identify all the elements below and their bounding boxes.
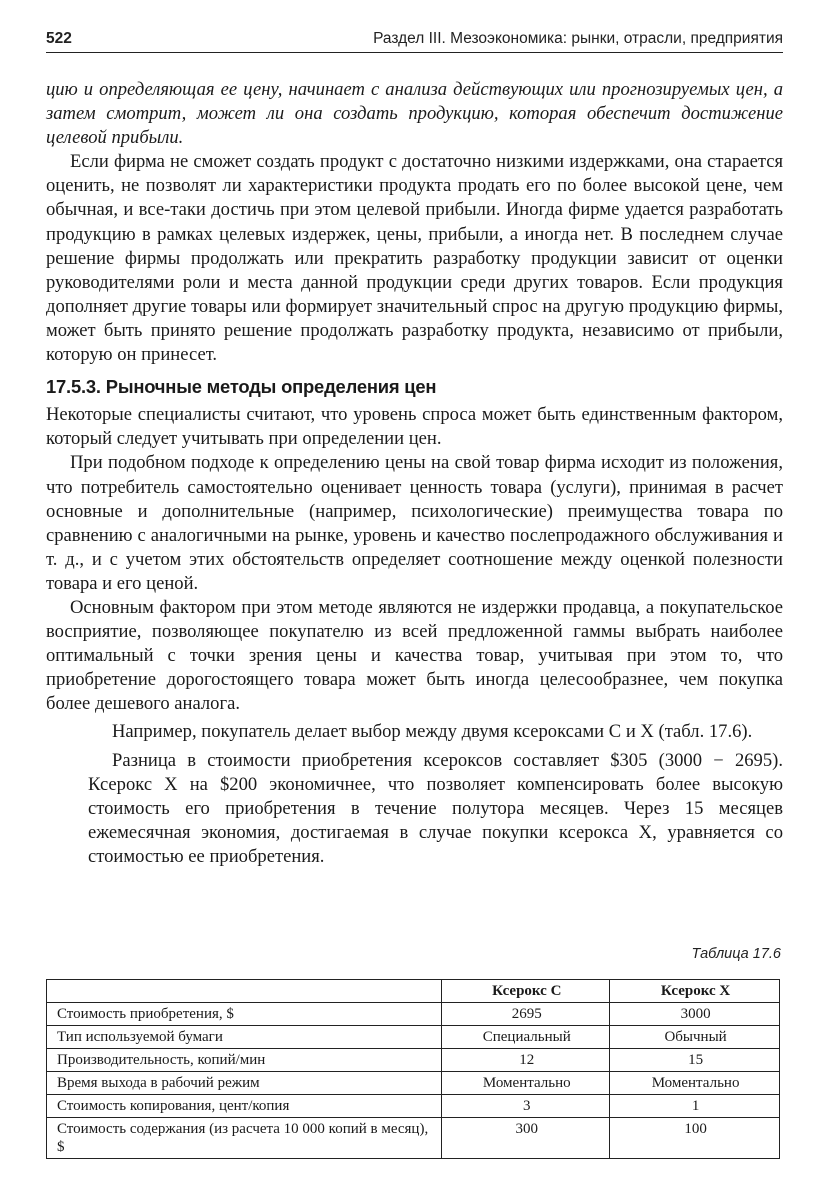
cell-value: 300	[442, 1118, 610, 1159]
row-label: Стоимость приобретения, $	[47, 1003, 442, 1026]
page-body	[46, 78, 783, 869]
row-label: Производительность, копий/мин	[47, 1049, 442, 1072]
row-label: Стоимость копирования, цент/копия	[47, 1095, 442, 1118]
cell-value: 3	[442, 1095, 610, 1118]
page-number: 522	[46, 30, 72, 47]
row-label: Стоимость содержания (из расчета 10 000 копий в месяц), $	[47, 1118, 442, 1159]
header-cell	[47, 980, 442, 1003]
paragraph: Основным фактором при этом методе являются не издержки продавца, а покупательское восприятие, позволяющее покупателю из всей предложенной гаммы выбрать наиболее оптимальный с точки зрения цены и качества товар, учитывая при этом то, что приобретение дорогостоящего товара может быть иногда целесообразнее, чем покупка более дешевого аналога.	[46, 596, 783, 715]
paragraph: Если фирма не сможет создать продукт с достаточно низкими издержками, она старается оценить, не позволят ли характеристики продукта продать его по более высокой цене, чем обычная, и все-таки достичь при этом целевой прибыли. Иногда фирме удается разработать продукцию в рамках целевых издержек, цены, прибыли, а иногда нет. В последнем случае решение фирмы продолжать или прекратить разработку продукции зависит от оценки руководителями роли и места данной продукции среди других товаров. Если продукция дополняет другие товары или формирует значительный спрос на другую продукцию фирмы, может быть принято решение продолжать разработку продукта, независимо от прибыли, которую он принесет.	[46, 151, 783, 366]
cell-value: Моментально	[442, 1072, 610, 1095]
cell-value: 100	[610, 1118, 780, 1159]
page-header	[46, 30, 783, 53]
table-caption: Таблица 17.6	[691, 946, 781, 962]
header-cell: Ксерокс X	[610, 980, 780, 1003]
table-row	[47, 1118, 780, 1159]
cell-value: 2695	[442, 1003, 610, 1026]
paragraph-continuation: цию и определяющая ее цену, начинает с анализа действующих или прогнозируемых цен, а затем смотрит, может ли она создать продукцию, которая обеспечит достижение целевой прибыли.	[46, 79, 783, 149]
paragraph: При подобном подходе к определению цены на свой товар фирма исходит из положения, что потребитель самостоятельно оценивает ценность товара (услуги), принимая в расчет основные и дополнительные (например, психологические) преимущества товара по сравнению с аналогичными на рынке, уровень и качество послепродажного обслуживания и т. д., и с учетом этих обстоятельств определяет соотношение между оценкой полезности товара и его ценой.	[46, 452, 783, 594]
cell-value: Обычный	[610, 1026, 780, 1049]
row-label: Время выхода в рабочий режим	[47, 1072, 442, 1095]
running-title: Раздел III. Мезоэкономика: рынки, отрасли, предприятия	[373, 30, 783, 47]
row-label: Тип используемой бумаги	[47, 1026, 442, 1049]
cell-value: 3000	[610, 1003, 780, 1026]
cell-value: 15	[610, 1049, 780, 1072]
table-row	[47, 1026, 780, 1049]
cell-value: Специальный	[442, 1026, 610, 1049]
copier-comparison-table	[46, 979, 780, 1159]
table-header-row	[47, 980, 780, 1003]
table-row	[47, 1095, 780, 1118]
cell-value: Моментально	[610, 1072, 780, 1095]
header-cell: Ксерокс C	[442, 980, 610, 1003]
table-row	[47, 1072, 780, 1095]
cell-value: 12	[442, 1049, 610, 1072]
example-paragraph: Разница в стоимости приобретения ксероксов составляет $305 (3000 − 2695). Ксерокс X на $200 экономичнее, что позволяет компенсировать более высокую стоимость его приобретения в течение полутора месяцев. Через 15 месяцев ежемесячная экономия, достигаемая в случае покупки ксерокса X, уравняется со стоимостью ее приобретения.	[88, 749, 783, 867]
section-heading: 17.5.3. Рыночные методы определения цен	[46, 376, 437, 398]
example-paragraph: Например, покупатель делает выбор между двумя ксероксами C и X (табл. 17.6).	[112, 721, 753, 743]
table-row	[47, 1003, 780, 1026]
paragraph: Некоторые специалисты считают, что уровень спроса может быть единственным фактором, который следует учитывать при определении цен.	[46, 404, 783, 450]
table-row	[47, 1049, 780, 1072]
cell-value: 1	[610, 1095, 780, 1118]
